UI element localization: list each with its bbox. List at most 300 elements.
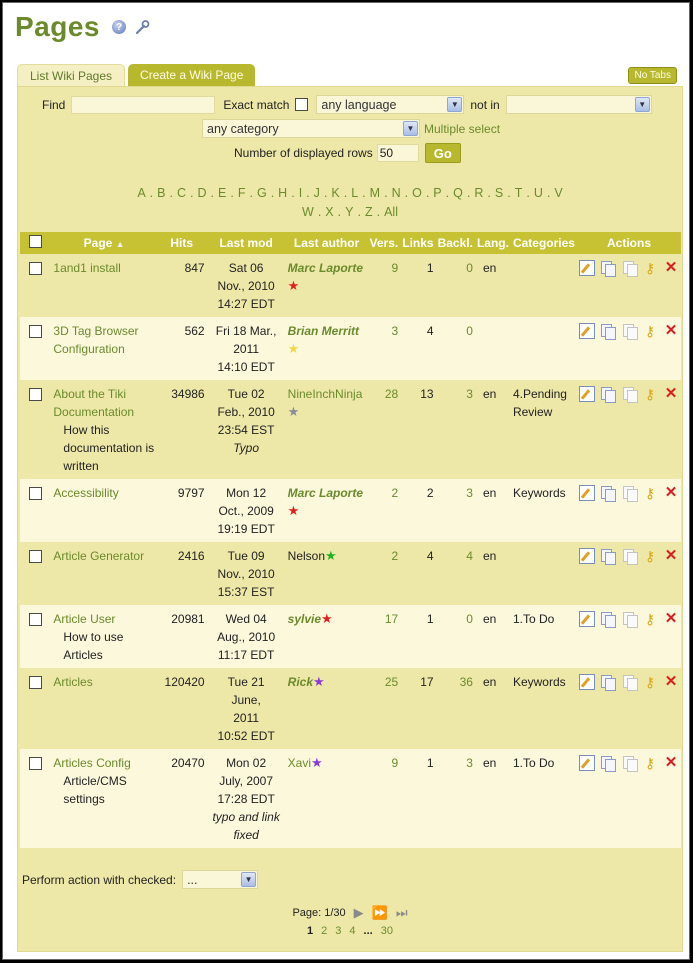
alpha-separator: . xyxy=(546,186,551,200)
alpha-link[interactable]: F xyxy=(237,186,246,200)
page-ellipsis: ... xyxy=(363,925,373,937)
row-check-cell xyxy=(20,749,51,848)
copy-icon[interactable] xyxy=(600,260,616,276)
edit-icon[interactable] xyxy=(579,755,595,771)
alpha-link[interactable]: V xyxy=(554,186,563,200)
copy-icon[interactable] xyxy=(600,485,616,501)
page-link[interactable]: 1and1 install xyxy=(53,261,121,275)
table-row xyxy=(20,254,681,317)
last-mod-line: Tue 21 xyxy=(227,675,265,689)
last-mod-line: July, 2007 xyxy=(219,774,274,788)
page-number-link[interactable]: 2 xyxy=(321,925,328,937)
alpha-separator: . xyxy=(445,186,450,200)
row-checkbox[interactable] xyxy=(29,325,42,338)
user-star-icon: ★ xyxy=(287,278,300,293)
hits-cell: 2416 xyxy=(157,542,207,605)
actions-cell xyxy=(577,380,681,479)
user-star-icon: ★ xyxy=(311,755,323,770)
backlinks-cell xyxy=(436,605,475,668)
alpha-link[interactable]: I xyxy=(298,186,303,200)
tab-list-wiki-pages[interactable]: List Wiki Pages xyxy=(17,64,125,86)
actions-cell xyxy=(577,668,681,749)
page-numbers xyxy=(18,925,682,937)
page-number-link[interactable]: 4 xyxy=(349,925,356,937)
lang-cell xyxy=(475,668,511,749)
page-link[interactable]: Articles Config xyxy=(53,756,131,770)
table-row xyxy=(20,317,681,380)
page-title: Pages xyxy=(15,11,100,42)
alpha-separator: . xyxy=(487,186,491,200)
author-link[interactable]: Brian Merritt xyxy=(287,324,360,338)
key-icon[interactable]: ⚷ xyxy=(644,485,656,501)
edit-icon[interactable] xyxy=(579,323,595,339)
alpha-link[interactable]: B xyxy=(157,186,166,200)
alpha-link[interactable]: K xyxy=(331,186,340,200)
alpha-link[interactable]: G xyxy=(256,186,267,200)
backlinks-cell xyxy=(436,380,475,479)
last-mod-line: 14:10 EDT xyxy=(217,360,275,374)
alpha-separator: . xyxy=(323,186,328,200)
delete-icon[interactable]: ✕ xyxy=(664,322,678,339)
duplicate-icon[interactable] xyxy=(621,548,637,564)
last-mod-line: 10:52 EDT xyxy=(217,729,275,743)
author-cell xyxy=(286,668,368,749)
user-star-icon: ★ xyxy=(321,611,333,626)
chevron-down-icon: ▼ xyxy=(403,121,418,136)
backlinks-link[interactable]: 3 xyxy=(466,387,473,401)
chevron-down-icon: ▼ xyxy=(241,872,256,887)
perform-label: Perform action with checked: xyxy=(22,872,177,887)
lang-cell xyxy=(475,479,511,542)
category-select[interactable] xyxy=(202,119,420,138)
page-link[interactable]: Article User xyxy=(53,612,116,626)
author-cell xyxy=(286,317,368,380)
col-page-label: Page xyxy=(83,236,113,250)
tab-bar xyxy=(17,64,258,86)
author-cell xyxy=(286,542,368,605)
author-link[interactable]: Rick xyxy=(287,675,314,689)
select-all-checkbox[interactable] xyxy=(29,235,42,248)
vers-cell xyxy=(368,317,401,380)
lang-cell xyxy=(475,317,511,380)
alpha-separator: . xyxy=(291,186,295,200)
versions-link[interactable]: 2 xyxy=(391,549,399,563)
table-row xyxy=(20,605,681,668)
last-mod-line: 14:27 EDT xyxy=(217,297,275,311)
categories-cell: Keywords xyxy=(511,479,577,542)
table-row xyxy=(20,749,681,848)
last-mod-cell xyxy=(207,317,286,380)
table-row xyxy=(20,668,681,749)
list-panel xyxy=(17,86,683,952)
categories-cell: Keywords xyxy=(511,668,577,749)
delete-icon[interactable]: ✕ xyxy=(664,610,678,627)
alpha-link[interactable]: L xyxy=(351,186,359,200)
page-description: How this documentation is written xyxy=(63,423,155,473)
key-icon[interactable]: ⚷ xyxy=(644,386,656,402)
row-checkbox[interactable] xyxy=(29,550,42,563)
backlinks-link[interactable]: 4 xyxy=(466,549,473,563)
title-row xyxy=(15,9,150,45)
find-label: Find xyxy=(42,97,66,112)
author-link[interactable]: Xavi xyxy=(287,756,312,770)
alphabet-row-2 xyxy=(18,205,682,219)
copy-icon[interactable] xyxy=(600,755,616,771)
last-mod-cell xyxy=(207,542,286,605)
last-mod-line: Fri 18 Mar., xyxy=(215,324,277,338)
row-check-cell xyxy=(20,317,51,380)
page-number-link[interactable]: 3 xyxy=(335,925,342,937)
last-mod-line: Oct., 2009 xyxy=(218,504,274,518)
backlinks-link[interactable]: 0 xyxy=(466,612,473,626)
table-row xyxy=(20,380,681,479)
not-in-select[interactable] xyxy=(506,95,652,114)
alphabet-row-1 xyxy=(18,186,682,200)
key-icon[interactable]: ⚷ xyxy=(644,611,656,627)
edit-icon[interactable] xyxy=(579,485,595,501)
links-cell: 4 xyxy=(400,542,435,605)
author-link[interactable]: sylvie xyxy=(287,612,322,626)
backlinks-link[interactable]: 3 xyxy=(466,756,473,770)
categories-cell xyxy=(511,542,577,605)
filter-row-3 xyxy=(234,143,461,163)
backlinks-link[interactable]: 36 xyxy=(459,675,473,689)
versions-link[interactable]: 9 xyxy=(391,756,399,770)
page-link[interactable]: Articles xyxy=(53,675,93,689)
lang-value: en xyxy=(482,549,497,563)
hits-cell: 847 xyxy=(157,254,207,317)
duplicate-icon[interactable] xyxy=(621,674,637,690)
last-mod-line: 2011 xyxy=(233,711,260,725)
next-page-icon[interactable]: ▶ xyxy=(353,905,364,920)
page-link[interactable]: Article Generator xyxy=(53,549,145,563)
last-mod-line: Tue 02 xyxy=(227,387,265,401)
alpha-link[interactable]: J xyxy=(313,186,320,200)
perform-action-row xyxy=(22,870,258,889)
alpha-separator: . xyxy=(526,186,530,200)
hits-cell: 20981 xyxy=(157,605,207,668)
col-page[interactable] xyxy=(51,232,156,254)
copy-icon[interactable] xyxy=(600,386,616,402)
links-cell: 1 xyxy=(400,605,435,668)
links-cell: 1 xyxy=(400,749,435,848)
alpha-link[interactable]: Z xyxy=(364,205,373,219)
alpha-link[interactable]: H xyxy=(278,186,288,200)
delete-icon[interactable]: ✕ xyxy=(664,754,678,771)
row-check-cell xyxy=(20,254,51,317)
hits-cell: 120420 xyxy=(157,668,207,749)
delete-icon[interactable]: ✕ xyxy=(664,673,678,690)
copy-icon[interactable] xyxy=(600,323,616,339)
row-check-cell xyxy=(20,380,51,479)
row-checkbox[interactable] xyxy=(29,487,42,500)
delete-icon[interactable]: ✕ xyxy=(664,547,678,564)
categories-cell: 1.To Do xyxy=(511,749,577,848)
alpha-separator: . xyxy=(317,205,322,219)
author-cell xyxy=(286,749,368,848)
key-icon[interactable]: ⚷ xyxy=(644,323,656,339)
edit-icon[interactable] xyxy=(579,386,595,402)
window-frame xyxy=(2,2,690,960)
col-hits[interactable]: Hits xyxy=(157,232,207,254)
alpha-link[interactable]: X xyxy=(325,205,334,219)
alpha-separator: . xyxy=(466,186,471,200)
hits-cell: 9797 xyxy=(157,479,207,542)
language-select[interactable] xyxy=(316,95,464,114)
col-vers[interactable]: Vers. xyxy=(368,232,401,254)
last-mod-cell xyxy=(207,254,286,317)
alpha-separator: . xyxy=(190,186,194,200)
alpha-separator: . xyxy=(343,186,348,200)
actions-cell xyxy=(577,317,681,380)
key-icon[interactable]: ⚷ xyxy=(644,674,656,690)
versions-link[interactable]: 3 xyxy=(391,324,399,338)
alpha-link[interactable]: Y xyxy=(345,205,354,219)
hits-cell: 20470 xyxy=(157,749,207,848)
row-check-cell xyxy=(20,605,51,668)
key-icon[interactable]: ⚷ xyxy=(644,548,656,564)
col-last-mod[interactable]: Last mod xyxy=(207,232,286,254)
last-mod-line: Tue 09 xyxy=(227,549,265,563)
alpha-link[interactable]: P xyxy=(433,186,442,200)
categories-cell xyxy=(511,317,577,380)
backlinks-cell xyxy=(436,749,475,848)
col-lang[interactable]: Lang. xyxy=(475,232,511,254)
tab-create-wiki-page[interactable]: Create a Wiki Page xyxy=(128,64,255,86)
alpha-separator: . xyxy=(337,205,342,219)
user-star-icon: ★ xyxy=(325,548,337,563)
categories-cell: 4.Pending Review xyxy=(511,380,577,479)
col-links[interactable]: Links xyxy=(400,232,435,254)
alpha-link[interactable]: C xyxy=(176,186,186,200)
author-link[interactable]: NineInchNinja xyxy=(287,387,363,401)
vers-cell xyxy=(368,542,401,605)
table-header xyxy=(20,232,681,254)
alpha-separator: . xyxy=(357,205,361,219)
edit-comment: Typo xyxy=(233,441,260,455)
lang-cell xyxy=(475,542,511,605)
links-cell: 2 xyxy=(400,479,435,542)
alpha-separator: . xyxy=(169,186,173,200)
page-cell xyxy=(51,668,156,749)
versions-link[interactable]: 17 xyxy=(384,612,399,626)
col-backl[interactable]: Backl. xyxy=(436,232,475,254)
alpha-separator: . xyxy=(362,186,366,200)
actions-cell xyxy=(577,254,681,317)
alpha-link[interactable]: U xyxy=(533,186,543,200)
last-mod-line: Mon 12 xyxy=(226,486,267,500)
row-checkbox[interactable] xyxy=(29,262,42,275)
alpha-link[interactable]: W xyxy=(302,205,314,219)
vers-cell xyxy=(368,479,401,542)
find-input[interactable] xyxy=(71,96,215,114)
key-icon[interactable]: ⚷ xyxy=(644,755,656,771)
page-cell xyxy=(51,380,156,479)
alpha-separator: . xyxy=(149,186,154,200)
versions-link[interactable]: 28 xyxy=(384,387,399,401)
delete-icon[interactable]: ✕ xyxy=(664,259,678,276)
last-mod-line: Nov., 2010 xyxy=(217,567,275,581)
last-mod-cell xyxy=(207,380,286,479)
last-mod-line: June, xyxy=(231,693,261,707)
author-link[interactable]: Marc Laporte xyxy=(287,486,364,500)
row-checkbox[interactable] xyxy=(29,676,42,689)
alpha-separator: . xyxy=(384,186,388,200)
row-check-cell xyxy=(20,479,51,542)
page-cell xyxy=(51,317,156,380)
col-actions: Actions xyxy=(577,232,681,254)
page-cell xyxy=(51,749,156,848)
versions-link[interactable]: 25 xyxy=(384,675,399,689)
go-button[interactable]: Go xyxy=(425,143,461,163)
row-checkbox[interactable] xyxy=(29,388,42,401)
col-last-author[interactable]: Last author xyxy=(286,232,368,254)
fast-forward-icon[interactable]: ⏩ xyxy=(371,905,388,920)
alpha-separator: . xyxy=(306,186,310,200)
categories-cell: 1.To Do xyxy=(511,605,577,668)
backlinks-cell xyxy=(436,668,475,749)
alpha-separator: . xyxy=(425,186,430,200)
alpha-link[interactable]: Q xyxy=(453,186,463,200)
duplicate-icon[interactable] xyxy=(621,323,637,339)
chevron-down-icon: ▼ xyxy=(635,97,650,112)
exact-match-label: Exact match xyxy=(223,97,290,112)
backlinks-link[interactable]: 0 xyxy=(466,324,473,338)
wrench-icon[interactable] xyxy=(134,19,150,35)
lang-cell xyxy=(475,254,511,317)
versions-link[interactable]: 2 xyxy=(391,486,399,500)
edit-icon[interactable] xyxy=(579,260,595,276)
last-page-icon[interactable]: ⏭ xyxy=(395,905,408,920)
sort-asc-icon: ▲ xyxy=(115,239,125,249)
alpha-link[interactable]: M xyxy=(369,186,381,200)
alpha-link[interactable]: E xyxy=(218,186,227,200)
alpha-link[interactable]: D xyxy=(197,186,207,200)
vers-cell xyxy=(368,254,401,317)
perform-action-select[interactable] xyxy=(182,870,258,889)
alpha-link[interactable]: T xyxy=(514,186,523,200)
backlinks-cell xyxy=(436,254,475,317)
categories-cell xyxy=(511,254,577,317)
alpha-link[interactable]: O xyxy=(412,186,422,200)
last-mod-cell xyxy=(207,605,286,668)
user-star-icon: ★ xyxy=(287,503,300,518)
actions-cell xyxy=(577,542,681,605)
last-mod-line: Nov., 2010 xyxy=(217,279,275,293)
alpha-separator: . xyxy=(376,205,381,219)
last-mod-line: Mon 02 xyxy=(226,756,267,770)
lang-value: en xyxy=(482,486,497,500)
exact-match-checkbox[interactable] xyxy=(295,98,308,111)
rows-input[interactable]: 50 xyxy=(377,144,419,162)
alpha-separator: . xyxy=(210,186,214,200)
author-cell xyxy=(286,479,368,542)
page-cell xyxy=(51,605,156,668)
edit-icon[interactable] xyxy=(579,674,595,690)
alpha-link[interactable]: R xyxy=(474,186,484,200)
copy-icon[interactable] xyxy=(600,548,616,564)
page-link[interactable]: About the Tiki Documentation xyxy=(53,387,135,419)
page-link[interactable]: Accessibility xyxy=(53,486,119,500)
actions-cell xyxy=(577,749,681,848)
alpha-link[interactable]: A xyxy=(137,186,146,200)
user-star-icon: ★ xyxy=(287,404,300,419)
lang-value: en xyxy=(482,675,497,689)
perform-action-value: ... xyxy=(187,872,198,887)
alpha-link[interactable]: S xyxy=(494,186,504,200)
alpha-link[interactable]: All xyxy=(384,205,398,219)
lang-value: en xyxy=(482,261,497,275)
delete-icon[interactable]: ✕ xyxy=(664,385,678,402)
duplicate-icon[interactable] xyxy=(621,755,637,771)
page-number-link[interactable]: 1 xyxy=(307,925,314,937)
lang-cell xyxy=(475,749,511,848)
copy-icon[interactable] xyxy=(600,611,616,627)
alpha-separator: . xyxy=(507,186,511,200)
vers-cell xyxy=(368,605,401,668)
multiple-select-link[interactable]: Multiple select xyxy=(424,121,501,136)
author-link[interactable]: Marc Laporte xyxy=(287,261,364,275)
links-cell: 13 xyxy=(400,380,435,479)
backlinks-link[interactable]: 3 xyxy=(466,486,473,500)
duplicate-icon[interactable] xyxy=(621,260,637,276)
alpha-link[interactable]: N xyxy=(391,186,401,200)
duplicate-icon[interactable] xyxy=(621,485,637,501)
key-icon[interactable]: ⚷ xyxy=(644,260,656,276)
edit-icon[interactable] xyxy=(579,548,595,564)
author-cell xyxy=(286,380,368,479)
last-mod-line: 23:54 EST xyxy=(217,423,275,437)
row-checkbox[interactable] xyxy=(29,613,42,626)
copy-icon[interactable] xyxy=(600,674,616,690)
page-cell xyxy=(51,479,156,542)
page-count-label: Page: 1/30 xyxy=(292,907,346,919)
rows-label: Number of displayed rows xyxy=(234,146,373,160)
chevron-down-icon: ▼ xyxy=(447,97,462,112)
user-star-icon: ★ xyxy=(313,674,325,689)
last-mod-line: Feb., 2010 xyxy=(217,405,275,419)
last-mod-line: 2011 xyxy=(233,342,260,356)
table-row xyxy=(20,542,681,605)
filter-row-1 xyxy=(42,95,652,114)
row-checkbox[interactable] xyxy=(29,757,42,770)
last-mod-line: 19:19 EDT xyxy=(217,522,275,536)
lang-cell xyxy=(475,605,511,668)
page-description: Article/CMS settings xyxy=(63,774,127,806)
author-link[interactable]: Nelson xyxy=(287,549,326,563)
links-cell: 1 xyxy=(400,254,435,317)
edit-comment: typo and link fixed xyxy=(212,810,280,842)
backlinks-cell xyxy=(436,542,475,605)
links-cell: 17 xyxy=(400,668,435,749)
page-number-link[interactable]: 30 xyxy=(380,925,393,937)
page-cell xyxy=(51,254,156,317)
lang-value: en xyxy=(482,387,497,401)
backlinks-link[interactable]: 0 xyxy=(466,261,473,275)
versions-link[interactable]: 9 xyxy=(391,261,399,275)
filter-row-2 xyxy=(202,119,500,138)
duplicate-icon[interactable] xyxy=(621,386,637,402)
duplicate-icon[interactable] xyxy=(621,611,637,627)
lang-cell xyxy=(475,380,511,479)
no-tabs-button[interactable]: No Tabs xyxy=(628,67,677,84)
delete-icon[interactable]: ✕ xyxy=(664,484,678,501)
page-link[interactable]: 3D Tag Browser Configuration xyxy=(53,324,139,356)
edit-icon[interactable] xyxy=(579,611,595,627)
select-all-cell xyxy=(20,232,51,254)
lang-value: en xyxy=(482,612,497,626)
help-icon[interactable]: ? xyxy=(112,20,126,34)
